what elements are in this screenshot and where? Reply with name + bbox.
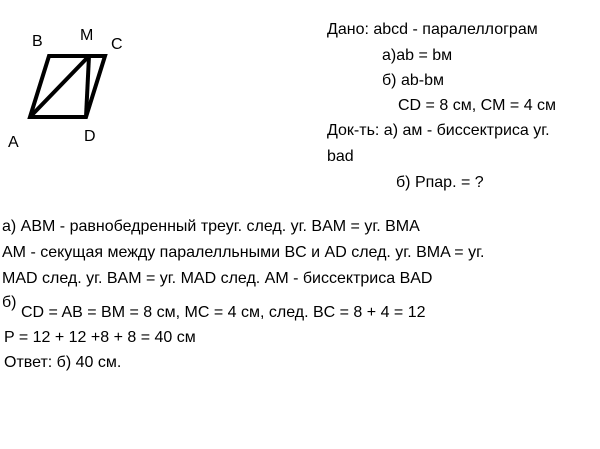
vertex-label-c: C (111, 36, 123, 53)
solution-answer: Ответ: б) 40 см. (4, 354, 122, 371)
solution-perimeter: P = 12 + 12 +8 + 8 = 40 см (4, 329, 196, 346)
solution-line-1: а) ABM - равнобедренный треуг. след. уг. BAM = уг. BMA (2, 218, 420, 235)
given-title: Дано: abcd - паралеллограм (327, 21, 538, 38)
solution-line-3: MAD след. уг. BAM = уг. MAD след. AM - биссектриса BAD (2, 270, 433, 287)
vertex-label-b: B (32, 33, 43, 50)
vertex-label-d: D (84, 128, 96, 145)
solution-line-4: CD = AB = BM = 8 см, MC = 4 см, след. BC = 8 + 4 = 12 (21, 304, 426, 321)
solution-line-2: AM - секущая между паралелльными BC и AD след. уг. BMA = уг. (2, 244, 485, 261)
prove-statement-cont: bad (327, 148, 354, 165)
vertex-label-m: M (80, 27, 94, 44)
given-item-b: б) ab-bм (382, 72, 444, 89)
vertex-label-a: A (8, 134, 19, 151)
given-measurements: CD = 8 см, CM = 4 см (398, 97, 557, 114)
prove-statement: Док-ть: а) ам - биссектриса уг. (327, 122, 550, 139)
solution-part-b-marker: б) (2, 294, 17, 311)
prove-perimeter: б) Рпар. = ? (396, 174, 484, 191)
given-item-a: а)ab = bм (382, 47, 453, 64)
